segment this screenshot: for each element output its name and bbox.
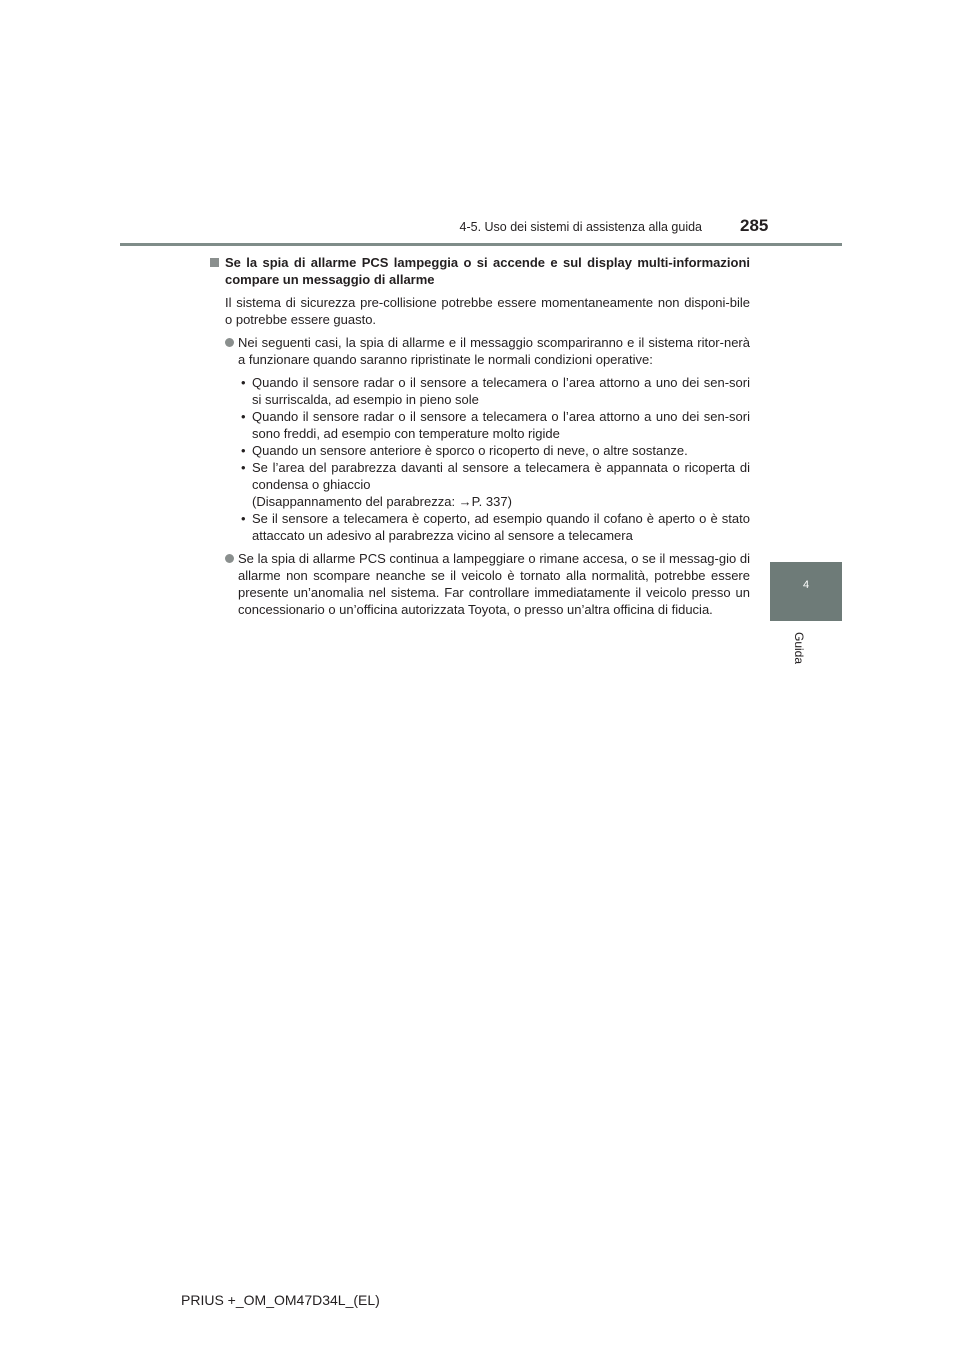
sub-list-item-text: Quando il sensore radar o il sensore a telecamera o l’area attorno a uno dei sen-sori sono freddi, ad esempio con temperature molto rigide	[252, 409, 750, 441]
sub-list-item	[238, 442, 750, 459]
list-item	[210, 334, 750, 368]
header-divider	[120, 243, 842, 246]
page-content	[210, 254, 750, 624]
chapter-tab[interactable]	[770, 562, 842, 621]
chapter-label: Guida	[792, 631, 806, 665]
sub-list	[210, 374, 750, 544]
section-title: 4-5. Uso dei sistemi di assistenza alla guida	[459, 220, 702, 234]
circle-bullet-icon	[225, 338, 234, 347]
sub-list-item-text: Se il sensore a telecamera è coperto, ad esempio quando il cofano è aperto o è stato attaccato un adesivo al parabrezza vicino al sensore a telecamera	[252, 511, 750, 543]
chapter-number: 4	[802, 579, 810, 591]
document-code: PRIUS +_OM_OM47D34L_(EL)	[181, 1292, 380, 1308]
bullet-icon: •	[241, 443, 246, 458]
intro-paragraph: Il sistema di sicurezza pre-collisione potrebbe essere momentaneamente non disponi-bile o potrebbe essere guasto.	[225, 295, 750, 327]
sub-list-item-text: Se l’area del parabrezza davanti al sensore a telecamera è appannata o ricoperta di condensa o ghiaccio	[252, 460, 750, 492]
list-item	[210, 550, 750, 618]
bullet-icon: •	[241, 409, 246, 424]
cross-reference[interactable]: (Disappannamento del parabrezza: →P. 337)	[252, 494, 512, 509]
bullet-icon: •	[241, 375, 246, 390]
page-number: 285	[740, 216, 769, 235]
bullet-icon: •	[241, 460, 246, 475]
sub-list-item	[238, 408, 750, 442]
sub-list-item	[238, 510, 750, 544]
circle-bullet-icon	[225, 554, 234, 563]
section-heading	[210, 254, 750, 288]
sub-list-item	[238, 459, 750, 510]
bullet-icon: •	[241, 511, 246, 526]
sub-list-item	[238, 374, 750, 408]
sub-list-item-text: Quando un sensore anteriore è sporco o ricoperto di neve, o altre sostanze.	[252, 443, 688, 458]
heading-text: Se la spia di allarme PCS lampeggia o si accende e sul display multi-informazioni compare un messaggio di allarme	[225, 255, 750, 287]
square-bullet-icon	[210, 258, 219, 267]
sub-list-item-text: Quando il sensore radar o il sensore a telecamera o l’area attorno a uno dei sen-sori si surriscalda, ad esempio in pieno sole	[252, 375, 750, 407]
list-item-text: Se la spia di allarme PCS continua a lampeggiare o rimane accesa, o se il messag-gio di allarme non scompare neanche se il veicolo è tornato alla normalità, potrebbe essere presente un’anomalia nel sistema. Far controllare immediatamente il veicolo presso un concessionario o un’officina autorizzata Toyota, o presso un’altra officina di fiducia.	[238, 551, 750, 617]
list-item-text: Nei seguenti casi, la spia di allarme e il messaggio scompariranno e il sistema ritor-nerà a funzionare quando saranno ripristinate le normali condizioni operative:	[238, 335, 750, 367]
